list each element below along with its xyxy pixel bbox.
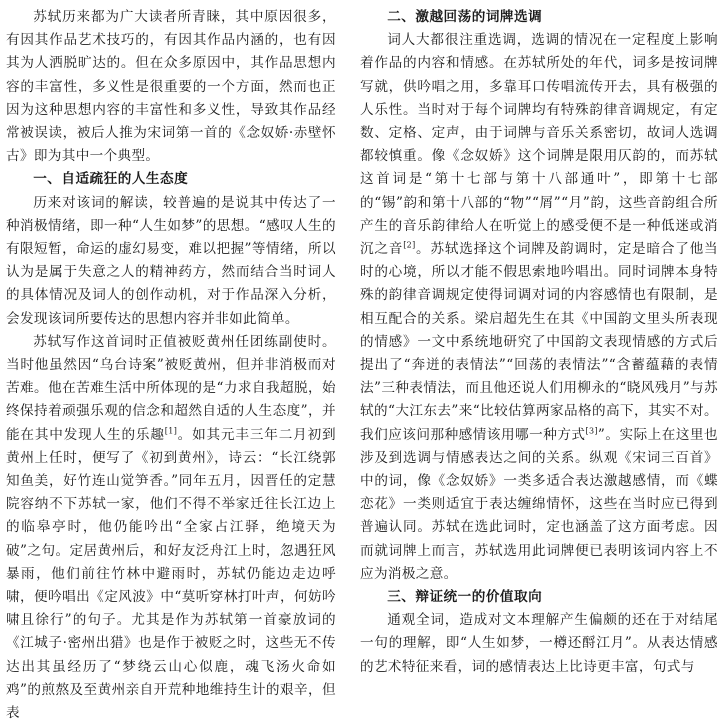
left-column [6, 6, 336, 725]
paragraph-text: 。如其元丰三年二月初到黄州上任时，便写了《初到黄州》，诗云：“长江绕郭知鱼美，好竹连山觉笋香。”同年五月，因晋任的定慧院容纳不下苏轼一家，他们不得不举家迁往长江边上的临皋亭时，他仍能吟出“全家占江驿，绝境天为破”之句。定居黄州后，和好友泛舟江上时，忽遇狂风暴雨，他们前往竹林中避雨时，苏轼仍能边走边呼啸，便吟唱出《定风波》中“莫听穿林打叶声，何妨吟啸且徐行”的句子。尤其是作为苏轼第一首豪放词的《江城子·密州出猎》也是作于被贬之时，这些无不传达出其虽经历了“梦绕云山心似鹿，魂飞汤火命如鸡”的煎熬及至黄州亲自开荒种地维持生计的艰辛，但表 [6, 426, 336, 722]
paragraph-text: 。苏轼选择这个词牌及韵调时，定是暗合了他当时的心境，所以才能不假思索地吟唱出。同时词牌本身特殊的韵律音调规定使得词调对词的内容感情也有限制，是相互配合的关系。梁启超先生在其《中国韵文里头所表现的情感》一文中系统地研究了中国韵文表现情感的方式后提出了“奔迸的表情法”“回荡的表情法”“含蓄蕴藉的表情法”三种表情法，而且他还说人们用柳永的“晓风残月”与苏轼的“大江东去”来“比较估算两家品格的高下，其实不对。我们应该问那种感情该用哪一种方式 [360, 241, 718, 443]
section-heading-1: 一、自适疏狂的人生态度 [33, 171, 189, 188]
section-3-paragraph: 通观全词，造成对文本理解产生偏颇的还在于对结尾一句的理解，即“人生如梦，一樽还酹江月”。从表达情感的艺术特征来看，词的感情表达上比诗更丰富，句式与 [360, 612, 718, 675]
section-1-paragraph-1: 历来对该词的解读，较普遍的是说其中传达了一种消极情绪，即一种“人生如梦”的思想。“感叹人生的有限短暂，命运的虚幻易变，难以把握”等情绪，所以认为是属于失意之人的精神药方，然而结合当时词人的具体情况及词人的创作动机，对于作品深入分析，会发现该词所要传达的思想内容并非如此简单。 [6, 194, 336, 327]
right-column [360, 6, 718, 679]
section-heading-2: 二、激越回荡的词牌选调 [387, 9, 543, 25]
paragraph-text: ”。实际上在这里也涉及到选调与情感表达之间的关系。纵观《宋词三百首》中的词，像《念奴娇》一类多适合表达激越感情，而《蝶恋花》一类则适宜于表达缠绵情怀，这些在当时应已得到普遍认同。苏轼在选此词时，定也涵盖了这方面考虑。因而就词牌上而言，苏轼选用此词牌便已表明该词内容上不应为消极之意。 [360, 426, 718, 582]
citation-marker: [3] [585, 426, 598, 436]
citation-marker: [2] [403, 240, 416, 250]
paragraph-text: 词人大都很注重选调，选调的情况在一定程度上影响着作品的内容和情感。在苏轼所处的年代，词多是按词牌写就，供吟唱之用，多靠耳口传唱流传开去，具有极强的人乐性。当时对于每个词牌均有特殊韵律音调规定，有定数、定格、定声，由于词牌与音乐关系密切，故词人选调都较慎重。像《念奴娇》这个词牌是限用仄韵的，而苏轼这首词是“第十七部与第十八部通叶”，即第十七部的“锡”韵和第十八部的“物”“屑”“月”韵，这些音韵组合所产生的音乐韵律给人在听觉上的感受便不是一种低迷或消沉之音 [360, 32, 718, 258]
section-heading-3: 三、辩证统一的价值取向 [387, 589, 543, 606]
citation-marker: [1] [164, 426, 178, 436]
section-1-paragraph-2 [6, 331, 336, 725]
intro-paragraph: 苏轼历来都为广大读者所青睐，其中原因很多，有因其作品艺术技巧的，有因其作品内涵的，也有因其为人洒脱旷达的。但在众多原因中，其作品思想内容的丰富性，多义性是很重要的一个方面，然而也正因为这种思想内容的丰富性和多义性，导致其作品经常被误读，被后人推为宋词第一首的《念奴娇·赤壁怀古》即为其中一个典型。 [6, 9, 336, 165]
paragraph-text: 苏轼写作这首词时正值被贬黄州任团练副使时。当时他虽然因“乌台诗案”被贬黄州，但并非消极而对苦难。他在苦难生活中所体现的是“力求自我超脱，始终保持着顽强乐观的信念和超然自适的人生态度”，并能在其中发现人生的乐趣 [6, 333, 336, 443]
section-2-paragraph [360, 29, 718, 586]
